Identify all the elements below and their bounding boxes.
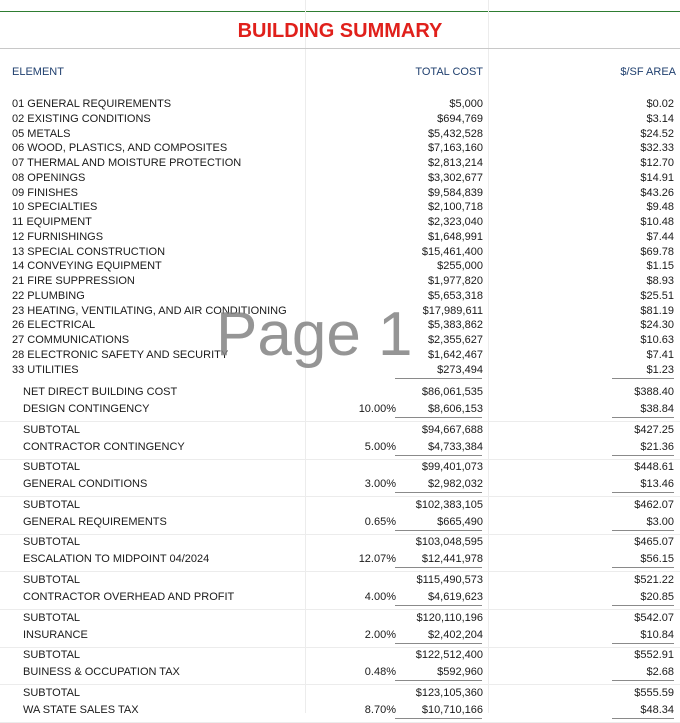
underline — [395, 417, 482, 418]
element-sf-cost: $3.14 — [646, 113, 674, 125]
subtotal-cost: $103,048,595 — [415, 536, 483, 548]
line-item-sf-cost: $20.85 — [640, 591, 674, 603]
underline — [612, 492, 674, 493]
line-item-cost: $4,733,384 — [427, 441, 483, 453]
element-cost: $694,769 — [437, 113, 483, 125]
underline — [612, 680, 674, 681]
element-sf-cost: $0.02 — [646, 98, 674, 110]
subtotal-sf-cost: $427.25 — [634, 424, 674, 436]
subtotal-sf-cost: $462.07 — [634, 499, 674, 511]
element-label: 26 ELECTRICAL — [12, 319, 96, 331]
gridline — [0, 421, 680, 422]
line-item-percent: 10.00% — [358, 403, 396, 415]
element-label: 11 EQUIPMENT — [12, 216, 92, 228]
line-item-cost: $592,960 — [437, 666, 483, 678]
element-sf-cost: $9.48 — [646, 201, 674, 213]
underline — [612, 455, 674, 456]
header-sf-area: $/SF AREA — [620, 66, 676, 78]
net-direct-label: NET DIRECT BUILDING COST — [23, 386, 178, 398]
line-item-percent: 12.07% — [358, 553, 396, 565]
underline — [395, 643, 482, 644]
subtotal-label: SUBTOTAL — [23, 424, 81, 436]
element-sf-cost: $7.41 — [646, 349, 674, 361]
net-direct-cost: $86,061,535 — [421, 386, 483, 398]
element-cost: $17,989,611 — [422, 305, 483, 317]
gridline — [0, 647, 680, 648]
element-sf-cost: $14.91 — [640, 172, 674, 184]
underline — [612, 718, 674, 719]
element-label: 28 ELECTRONIC SAFETY AND SECURITY — [12, 349, 229, 361]
element-sf-cost: $25.51 — [640, 290, 674, 302]
line-item-sf-cost: $48.34 — [640, 704, 674, 716]
element-sf-cost: $81.19 — [640, 305, 674, 317]
line-item-cost: $10,710,166 — [421, 704, 483, 716]
element-label: 33 UTILITIES — [12, 364, 79, 376]
gridline — [0, 534, 680, 535]
underline — [612, 605, 674, 606]
element-cost: $2,100,718 — [427, 201, 483, 213]
gridline — [0, 684, 680, 685]
top-border — [0, 11, 680, 12]
element-label: 01 GENERAL REQUIREMENTS — [12, 98, 172, 110]
element-sf-cost: $10.63 — [640, 334, 674, 346]
subtotal-cost: $115,490,573 — [416, 574, 483, 586]
subtotal-cost: $102,383,105 — [415, 499, 483, 511]
line-item-percent: 0.65% — [364, 516, 396, 528]
line-item-label: CONTRACTOR CONTINGENCY — [23, 441, 185, 453]
element-cost: $9,584,839 — [427, 187, 483, 199]
line-item-label: BUINESS & OCCUPATION TAX — [23, 666, 180, 678]
title-divider — [0, 48, 680, 49]
element-label: 02 EXISTING CONDITIONS — [12, 113, 151, 125]
element-label: 07 THERMAL AND MOISTURE PROTECTION — [12, 157, 242, 169]
element-cost: $1,648,991 — [427, 231, 483, 243]
element-cost: $5,383,862 — [427, 319, 483, 331]
subtotal-sf-cost: $521.22 — [634, 574, 674, 586]
element-sf-cost: $1.23 — [646, 364, 674, 376]
line-item-sf-cost: $3.00 — [646, 516, 674, 528]
subtotal-cost: $123,105,360 — [415, 687, 483, 699]
line-item-percent: 2.00% — [364, 629, 396, 641]
line-item-sf-cost: $10.84 — [640, 629, 674, 641]
page-title: BUILDING SUMMARY — [237, 20, 443, 42]
line-item-sf-cost: $2.68 — [646, 666, 674, 678]
element-cost: $7,163,160 — [427, 142, 483, 154]
subtotal-label: SUBTOTAL — [23, 536, 81, 548]
line-item-label: DESIGN CONTINGENCY — [23, 403, 150, 415]
element-cost: $5,432,528 — [427, 128, 483, 140]
element-cost: $1,977,820 — [427, 275, 483, 287]
element-sf-cost: $7.44 — [646, 231, 674, 243]
subtotal-label: SUBTOTAL — [23, 461, 81, 473]
line-item-cost: $665,490 — [437, 516, 483, 528]
element-label: 27 COMMUNICATIONS — [12, 334, 130, 346]
element-sf-cost: $8.93 — [646, 275, 674, 287]
gridline — [305, 0, 306, 713]
gridline — [0, 496, 680, 497]
element-cost: $2,355,627 — [427, 334, 483, 346]
line-item-label: CONTRACTOR OVERHEAD AND PROFIT — [23, 591, 235, 603]
subtotal-label: SUBTOTAL — [23, 612, 81, 624]
line-item-label: WA STATE SALES TAX — [23, 704, 139, 716]
element-cost: $5,653,318 — [427, 290, 483, 302]
subtotal-label: SUBTOTAL — [23, 499, 81, 511]
subtotal-label: SUBTOTAL — [23, 574, 81, 586]
element-label: 23 HEATING, VENTILATING, AND AIR CONDITIONING — [12, 305, 287, 317]
subtotal-sf-cost: $555.59 — [634, 687, 674, 699]
element-cost: $5,000 — [449, 98, 483, 110]
net-direct-sf-cost: $388.40 — [634, 386, 674, 398]
element-label: 22 PLUMBING — [12, 290, 85, 302]
line-item-sf-cost: $38.84 — [640, 403, 674, 415]
underline — [395, 680, 482, 681]
line-item-label: ESCALATION TO MIDPOINT 04/2024 — [23, 553, 210, 565]
line-item-percent: 5.00% — [364, 441, 396, 453]
element-cost: $2,813,214 — [427, 157, 483, 169]
element-label: 06 WOOD, PLASTICS, AND COMPOSITES — [12, 142, 228, 154]
element-cost: $2,323,040 — [427, 216, 483, 228]
line-item-label: GENERAL REQUIREMENTS — [23, 516, 167, 528]
line-item-cost: $2,402,204 — [427, 629, 483, 641]
underline — [395, 530, 482, 531]
line-item-label: INSURANCE — [23, 629, 88, 641]
line-item-label: GENERAL CONDITIONS — [23, 478, 148, 490]
line-item-sf-cost: $13.46 — [640, 478, 674, 490]
subtotal-label: SUBTOTAL — [23, 649, 81, 661]
subtotal-label: SUBTOTAL — [23, 687, 81, 699]
page-watermark: Page 1 — [216, 300, 413, 369]
gridline — [0, 571, 680, 572]
header-total-cost: TOTAL COST — [415, 66, 483, 78]
gridline — [0, 609, 680, 610]
underline — [395, 492, 482, 493]
subtotal-cost: $94,667,688 — [421, 424, 483, 436]
element-sf-cost: $10.48 — [640, 216, 674, 228]
line-item-percent: 4.00% — [364, 591, 396, 603]
element-cost: $15,461,400 — [421, 246, 483, 258]
element-sf-cost: $24.52 — [640, 128, 674, 140]
subtotal-sf-cost: $448.61 — [634, 461, 674, 473]
line-item-sf-cost: $21.36 — [640, 441, 674, 453]
element-sf-cost: $43.26 — [640, 187, 674, 199]
underline — [395, 378, 482, 379]
underline — [612, 378, 674, 379]
element-cost: $273,494 — [437, 364, 483, 376]
line-item-sf-cost: $56.15 — [640, 553, 674, 565]
element-cost: $255,000 — [437, 260, 483, 272]
subtotal-sf-cost: $465.07 — [634, 536, 674, 548]
element-sf-cost: $24.30 — [640, 319, 674, 331]
subtotal-cost: $120,110,196 — [416, 612, 483, 624]
underline — [395, 718, 482, 719]
element-label: 09 FINISHES — [12, 187, 79, 199]
element-sf-cost: $69.78 — [640, 246, 674, 258]
header-element: ELEMENT — [12, 66, 64, 78]
gridline — [0, 459, 680, 460]
underline — [395, 605, 482, 606]
element-cost: $1,642,467 — [427, 349, 483, 361]
line-item-percent: 0.48% — [364, 666, 396, 678]
element-label: 14 CONVEYING EQUIPMENT — [12, 260, 162, 272]
element-sf-cost: $1.15 — [646, 260, 674, 272]
element-label: 08 OPENINGS — [12, 172, 86, 184]
element-label: 13 SPECIAL CONSTRUCTION — [12, 246, 166, 258]
line-item-cost: $4,619,623 — [427, 591, 483, 603]
subtotal-cost: $122,512,400 — [415, 649, 483, 661]
underline — [612, 417, 674, 418]
underline — [612, 530, 674, 531]
underline — [612, 567, 674, 568]
element-label: 12 FURNISHINGS — [12, 231, 104, 243]
line-item-cost: $12,441,978 — [421, 553, 483, 565]
gridline — [488, 0, 489, 713]
element-sf-cost: $32.33 — [640, 142, 674, 154]
underline — [612, 643, 674, 644]
line-item-percent: 8.70% — [364, 704, 396, 716]
subtotal-sf-cost: $542.07 — [634, 612, 674, 624]
underline — [395, 567, 482, 568]
element-sf-cost: $12.70 — [640, 157, 674, 169]
element-cost: $3,302,677 — [427, 172, 483, 184]
element-label: 21 FIRE SUPPRESSION — [12, 275, 135, 287]
subtotal-sf-cost: $552.91 — [634, 649, 674, 661]
line-item-percent: 3.00% — [364, 478, 396, 490]
line-item-cost: $8,606,153 — [427, 403, 483, 415]
element-label: 10 SPECIALTIES — [12, 201, 98, 213]
subtotal-cost: $99,401,073 — [421, 461, 483, 473]
element-label: 05 METALS — [12, 128, 71, 140]
line-item-cost: $2,982,032 — [427, 478, 483, 490]
underline — [395, 455, 482, 456]
